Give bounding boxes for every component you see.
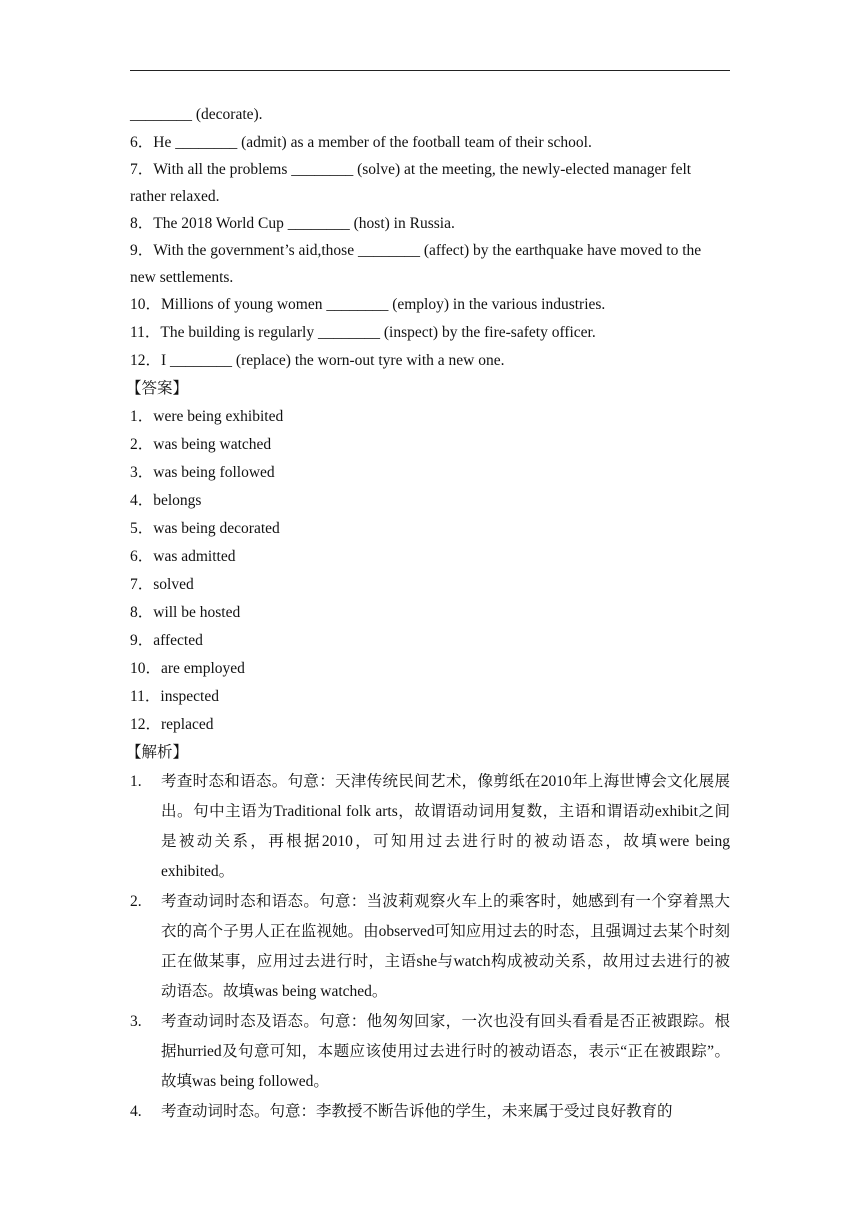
answer-item: 1．were being exhibited (130, 408, 284, 425)
analysis-item (130, 1007, 730, 1097)
question-12: 12．I ________ (replace) the worn-out tyre with a new one. (130, 352, 505, 369)
answer-item: 12．replaced (130, 716, 214, 733)
question-9-block (130, 238, 730, 291)
answer-item: 7．solved (130, 576, 194, 593)
question-7: 7．With all the problems ________ (solve) at the meeting, the newly-elected manager felt rather relaxed. (130, 161, 692, 205)
analysis-item (130, 1097, 730, 1127)
analysis-item-number: 2. (130, 893, 142, 910)
analysis-item-text: 考查时态和语态。句意：天津传统民间艺术，像剪纸在2010年上海世博会文化展展出。句中主语为Traditional folk arts，故谓语动词用复数，主语和谓语动exhibit之间是被动关系，再根据2010，可知用过去进行时的被动语态，故填were being exhibited。 (161, 773, 730, 880)
answer-item: 8．will be hosted (130, 604, 241, 621)
question-6: 6．He ________ (admit) as a member of the football team of their school. (130, 134, 592, 151)
answer-item: 11．inspected (130, 688, 219, 705)
header-rule (130, 70, 730, 71)
question-8: 8．The 2018 World Cup ________ (host) in Russia. (130, 215, 455, 232)
analysis-item-text: 考查动词时态和语态。句意：当波莉观察火车上的乘客时，她感到有一个穿着黑大衣的高个子男人正在监视她。由observed可知应用过去的时态，且强调过去某个时刻正在做某事，应用过去进行时，主语she与watch构成被动关系，故用过去进行的被动语态。故填was being watched。 (161, 893, 730, 1000)
analysis-item-number: 4. (130, 1103, 142, 1120)
answer-item: 4．belongs (130, 492, 202, 509)
answer-item: 10．are employed (130, 660, 245, 677)
document-content (126, 101, 730, 1127)
question-9: 9．With the government’s aid,those ________ (affect) by the earthquake have moved to the new settlements. (130, 242, 702, 286)
answer-item: 5．was being decorated (130, 520, 280, 537)
analysis-item (130, 767, 730, 887)
answer-item: 2．was being watched (130, 436, 272, 453)
analysis-item (130, 887, 730, 1007)
answer-item: 3．was being followed (130, 464, 275, 481)
analysis-heading: 【解析】 (126, 744, 189, 761)
answer-item: 9．affected (130, 632, 203, 649)
question-10: 10．Millions of young women ________ (employ) in the various industries. (130, 296, 606, 313)
analysis-item-text: 考查动词时态及语态。句意：他匆匆回家，一次也没有回头看看是否正被跟踪。根据hurried及句意可知，本题应该使用过去进行时的被动语态，表示“正在被跟踪”。故填was being followed。 (161, 1013, 730, 1090)
question-7-block (130, 157, 730, 210)
question-5-tail: ________ (decorate). (130, 106, 263, 123)
answer-item: 6．was admitted (130, 548, 236, 565)
analysis-item-text: 考查动词时态。句意：李教授不断告诉他的学生，未来属于受过良好教育的 (161, 1103, 673, 1120)
question-11: 11．The building is regularly ________ (inspect) by the fire-safety officer. (130, 324, 596, 341)
analysis-item-number: 1. (130, 773, 142, 790)
analysis-item-number: 3. (130, 1013, 142, 1030)
answers-heading: 【答案】 (126, 380, 189, 397)
